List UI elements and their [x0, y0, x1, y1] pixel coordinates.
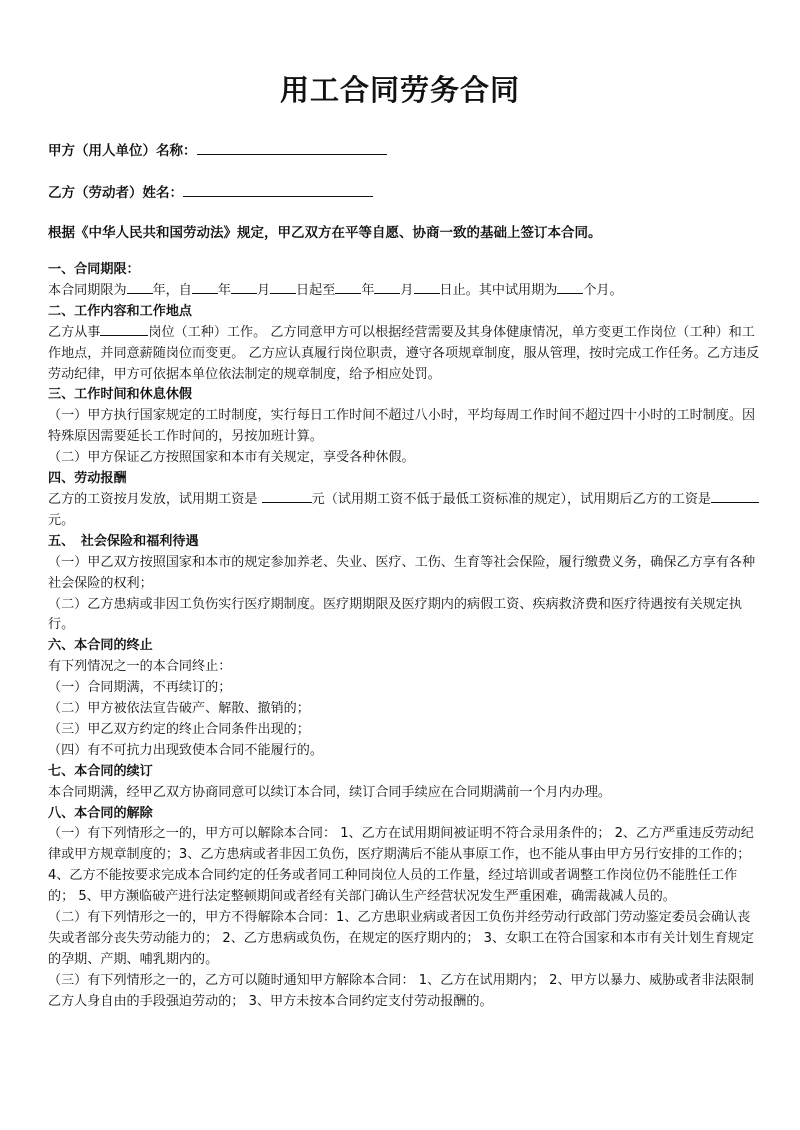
section-7-heading: 七、本合同的续订 — [48, 763, 153, 779]
section-3-paragraph-2: （二）甲方保证乙方按照国家和本市有关规定，享受各种休假。 — [48, 450, 415, 466]
term-text: 年 — [217, 282, 231, 298]
term-text: 年，自 — [152, 282, 192, 298]
term-text: 年 — [361, 282, 375, 298]
term-text: 月 — [400, 282, 414, 298]
section-2-paragraph — [48, 323, 760, 386]
section-4-heading: 四、劳动报酬 — [48, 471, 127, 487]
start-month-blank[interactable] — [231, 281, 257, 294]
term-text: 个月。 — [583, 282, 623, 298]
section-8-paragraph-2: （二）有下列情形之一的，甲方不得解除本合同：1、乙方患职业病或者因工负伤并经劳动行政部门劳动鉴定委员会确认丧失或者部分丧失劳动能力的； 2、乙方患病或负伤，在规定的医疗期内的； 3、女职工在符合国家和本市有关计划生育规定的孕期、产期、哺乳期内的。 — [48, 910, 754, 967]
section-2-text: 乙方从事 — [48, 324, 101, 340]
end-day-blank[interactable] — [414, 281, 440, 294]
probation-months-blank[interactable] — [557, 281, 583, 294]
start-year-blank[interactable] — [192, 281, 218, 294]
section-8-paragraph-3: （三）有下列情形之一的，乙方可以随时通知甲方解除本合同： 1、乙方在试用期内； 2、甲方以暴力、威胁或者非法限制乙方人身自由的手段强迫劳动的； 3、甲方未按本合同约定支付劳动报酬的。 — [48, 972, 754, 1009]
section-6-item-1: （一）合同期满，不再续订的； — [48, 680, 232, 696]
section-6-intro: 有下列情况之一的本合同终止： — [48, 659, 232, 675]
end-month-blank[interactable] — [374, 281, 400, 294]
section-6-item-4: （四）有不可抗力出现致使本合同不能履行的。 — [48, 742, 323, 758]
section-5-paragraph-1: （一）甲乙双方按照国家和本市的规定参加养老、失业、医疗、工伤、生育等社会保险，履行缴费义务，确保乙方享有各种社会保险的权利； — [48, 554, 756, 591]
section-7-paragraph: 本合同期满，经甲乙双方协商同意可以续订本合同，续订合同手续应在合同期满前一个月内办理。 — [48, 784, 612, 800]
party-a-label: 甲方（用人单位）名称： — [48, 143, 197, 159]
term-text: 日起至 — [296, 282, 336, 298]
term-years-blank[interactable] — [127, 281, 153, 294]
section-5-paragraph-2: （二）乙方患病或非因工负伤实行医疗期制度。医疗期期限及医疗期内的病假工资、疾病救济费和医疗待遇按有关规定执行。 — [48, 596, 742, 633]
section-6-item-2: （二）甲方被依法宣告破产、解散、撤销的； — [48, 701, 310, 717]
section-3-paragraph-1: （一）甲方执行国家规定的工时制度，实行每日工作时间不超过八小时，平均每周工作时间不超过四十小时的工时制度。因特殊原因需要延长工作时间的，另按加班计算。 — [48, 408, 756, 445]
section-6-item-3: （三）甲乙双方约定的终止合同条件出现的； — [48, 721, 310, 737]
term-text: 月 — [256, 282, 271, 298]
document-title: 用工合同劳务合同 — [279, 73, 520, 107]
probation-wage-blank[interactable] — [262, 490, 312, 503]
section-1-term-paragraph — [48, 281, 760, 302]
section-1-heading: 一、合同期限： — [48, 262, 140, 277]
section-4-text: 元。 — [48, 512, 75, 528]
party-a-row — [48, 139, 387, 159]
section-4-text: 元（试用期工资不低于最低工资标准的规定），试用期后乙方的工资是 — [311, 491, 712, 507]
section-4-text: 乙方的工资按月发放，试用期工资是 — [48, 491, 262, 507]
regular-wage-blank[interactable] — [711, 490, 759, 503]
section-3-heading: 三、工作时间和休息休假 — [48, 387, 193, 403]
section-8-paragraph-1: （一）有下列情形之一的，甲方可以解除本合同： 1、乙方在试用期间被证明不符合录用条件的； 2、乙方严重违反劳动纪律或甲方规章制度的；3、乙方患病或者非因工负伤，医疗期满后不能从事原工作，也不能从事由甲方另行安排的工作的； 4、乙方不能按要求完成本合同约定的任务或者同工种同岗位人员的工作量，经过培训或者调整工作岗位仍不能胜任工作的； 5、甲方濒临破产进行法定整顿期间或者经有关部门确认生产经营状况发生严重困难，确需裁减人员的。 — [48, 826, 754, 905]
position-blank[interactable] — [100, 323, 148, 336]
section-5-heading: 五、 社会保险和福利待遇 — [48, 533, 199, 549]
intro-paragraph: 根据《中华人民共和国劳动法》规定，甲乙双方在平等自愿、协商一致的基础上签订本合同。 — [48, 225, 602, 241]
party-a-name-field[interactable] — [197, 141, 387, 155]
contract-body — [48, 260, 760, 1013]
term-text: 本合同期限为 — [48, 282, 127, 298]
party-b-name-field[interactable] — [183, 183, 373, 197]
section-4-paragraph — [48, 490, 760, 532]
term-text: 日止。其中试用期为 — [439, 282, 558, 298]
party-b-row — [48, 181, 373, 201]
start-day-blank[interactable] — [270, 281, 296, 294]
section-2-heading: 二、工作内容和工作地点 — [48, 303, 193, 319]
end-year-blank[interactable] — [335, 281, 361, 294]
section-8-heading: 八、本合同的解除 — [48, 805, 153, 821]
party-b-label: 乙方（劳动者）姓名： — [48, 185, 183, 201]
section-6-heading: 六、本合同的终止 — [48, 638, 153, 654]
section-2-text: 岗位（工种）工作。 乙方同意甲方可以根据经营需要及其身体健康情况，单方变更工作岗位（工种）和工作地点，并同意薪随岗位而变更。 乙方应认真履行岗位职责，遵守各项规章制度，服从管理，按时完成工作任务。乙方违反劳动纪律，甲方可依据本单位依法制定的规章制度，给予相应处罚。 — [48, 324, 760, 382]
